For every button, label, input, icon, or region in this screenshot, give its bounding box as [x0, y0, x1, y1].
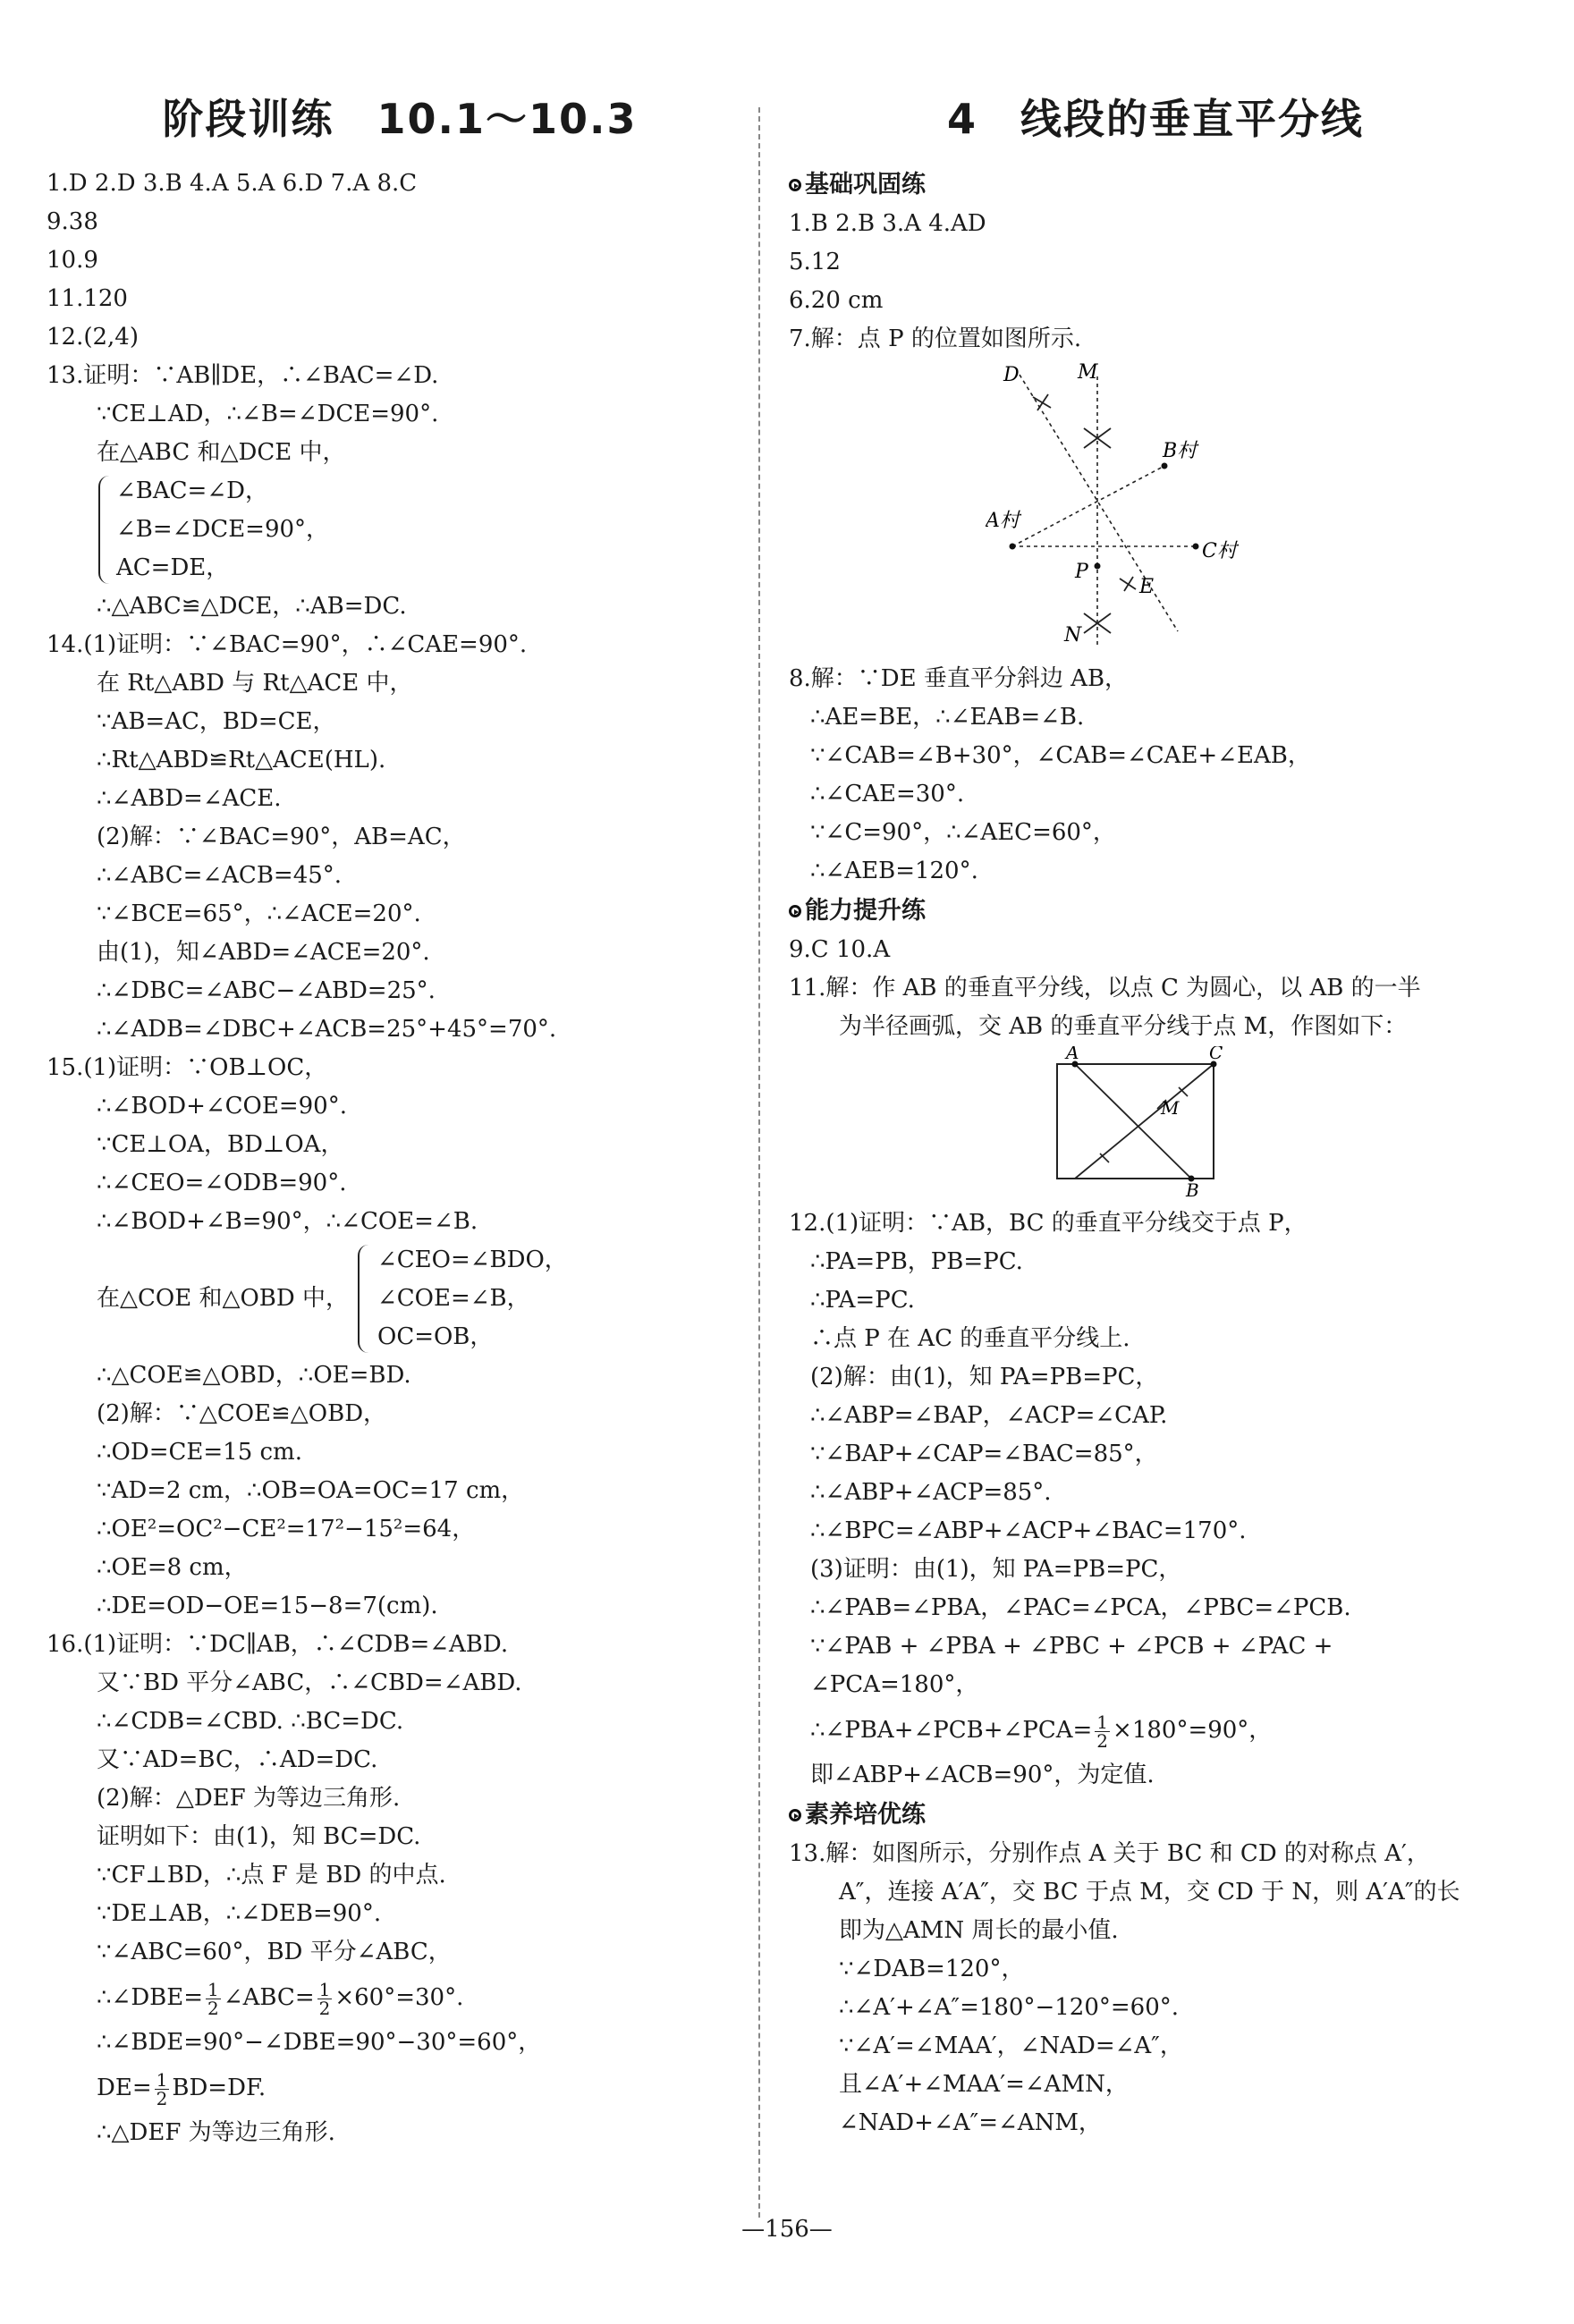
fraction [155, 2068, 170, 2109]
answer-line: ∠B=∠DCE=90°， [116, 516, 330, 543]
label-m: M [1078, 361, 1098, 384]
answer-text: DE= [97, 2075, 152, 2101]
brace-middle-row [47, 1280, 753, 1318]
answer-line: ∴PA=PB，PB=PC. [810, 1248, 1023, 1275]
brace-group [47, 1241, 753, 1356]
answer-line: ∴∠ADB=∠DBC+∠ACB=25°+45°=70°. [97, 1016, 557, 1043]
answer-text: ∠ABC= [223, 1984, 315, 2011]
answer-line: ∴△COE≌△OBD，∴OE=BD. [97, 1362, 411, 1389]
column-divider [758, 107, 760, 2218]
answer-line: ∴△DEF 为等边三角形. [97, 2119, 335, 2146]
line-de [1020, 375, 1178, 631]
figure-rectangle [1048, 1046, 1522, 1204]
section-heading-ability: 能力提升练 [789, 891, 1522, 931]
answer-line: ∴∠BPC=∠ABP+∠ACP+∠BAC=170°. [810, 1517, 1247, 1544]
fraction-denominator: 2 [1096, 1729, 1109, 1752]
answer-line: 在△ABC 和△DCE 中， [97, 439, 346, 466]
answer-line: 12.(2,4) [47, 324, 139, 351]
fraction-numerator: 1 [156, 2068, 168, 2091]
section-heading-basic: 基础巩固练 [789, 165, 1522, 205]
answer-line: 5.12 [789, 249, 841, 275]
answer-line: ∴∠CEO=∠ODB=90°. [97, 1170, 347, 1196]
answer-line: ∠CEO=∠BDO， [377, 1247, 568, 1273]
fraction-denominator: 2 [207, 1997, 219, 2019]
answer-line: ∴点 P 在 AC 的垂直平分线上. [810, 1325, 1130, 1352]
label-m: M [1161, 1097, 1180, 1119]
answer-line: ∴∠CAE=30°. [810, 781, 965, 807]
answer-line: ∴AE=BE，∴∠EAB=∠B. [810, 704, 1085, 731]
answer-line: 即为△AMN 周长的最小值. [839, 1917, 1119, 1944]
section-heading-literacy: 素养培优练 [789, 1795, 1522, 1835]
answer-line: ∵CF⊥BD，∴点 F 是 BD 的中点. [97, 1862, 446, 1889]
fraction [1095, 1713, 1110, 1750]
segment-ab [1075, 1064, 1191, 1179]
answer-line: ∴∠CDB=∠CBD. ∴BC=DC. [97, 1708, 404, 1735]
point-c [1193, 544, 1199, 550]
answer-line: 9.38 [47, 208, 98, 235]
answer-line: 11.解：作 AB 的垂直平分线，以点 C 为圆心，以 AB 的一半 [789, 975, 1421, 1001]
answer-line: ∵∠BAP+∠CAP=∠BAC=85°， [810, 1441, 1158, 1467]
answer-line: ∵∠BCE=65°，∴∠ACE=20°. [97, 900, 421, 927]
brace-group [47, 472, 753, 587]
answer-line: ∠NAD+∠A″=∠ANM， [839, 2109, 1102, 2136]
answer-line: ∴∠ABP+∠ACP=85°. [810, 1479, 1052, 1506]
answer-line: 1.B 2.B 3.A 4.AD [789, 210, 986, 237]
answer-line: ∵∠CAB=∠B+30°，∠CAB=∠CAE+∠EAB， [810, 742, 1311, 769]
answer-line: 10.9 [47, 247, 98, 274]
answer-line: 由(1)，知∠ABD=∠ACE=20°. [97, 939, 430, 966]
answer-line: ∵∠C=90°，∴∠AEC=60°， [810, 819, 1116, 846]
figure-7-svg [986, 359, 1254, 654]
fraction-line [789, 1704, 1522, 1756]
answer-line: (3)证明：由(1)，知 PA=PB=PC， [810, 1556, 1182, 1583]
answer-line: ∵∠DAB=120°， [839, 1956, 1025, 1982]
figure-point-p [986, 359, 1522, 660]
brace [98, 476, 113, 584]
answer-line: 12.(1)证明：∵AB，BC 的垂直平分线交于点 P， [789, 1210, 1307, 1237]
answer-line: 在 Rt△ABD 与 Rt△ACE 中， [97, 670, 413, 697]
answer-line: ∴OE²=OC²−CE²=17²−15²=64， [97, 1516, 476, 1542]
answer-line: ∵AD=2 cm，∴OB=OA=OC=17 cm， [97, 1477, 525, 1504]
left-column [47, 95, 753, 2152]
answer-line: ∵∠PAB + ∠PBA + ∠PBC + ∠PCB + ∠PAC + [810, 1633, 1333, 1660]
answer-line: ∴△ABC≌△DCE，∴AB=DC. [97, 593, 407, 620]
answer-line: OC=OB， [377, 1323, 494, 1350]
right-title: 4 线段的垂直平分线 [946, 95, 1364, 143]
answer-line: 15.(1)证明：∵OB⊥OC， [47, 1054, 328, 1081]
answer-line: ∠COE=∠B， [377, 1285, 530, 1312]
right-column [789, 95, 1522, 2142]
answer-line: ∵∠ABC=60°，BD 平分∠ABC， [97, 1939, 452, 1965]
point-a [1010, 544, 1016, 550]
figure-11-svg [1048, 1046, 1245, 1198]
label-e: E [1139, 576, 1155, 598]
answer-line: A″，连接 A′A″，交 BC 于点 M，交 CD 于 N，则 A′A″的长 [839, 1879, 1460, 1906]
fraction-line [47, 2062, 753, 2114]
answer-line: ∴OD=CE=15 cm. [97, 1439, 302, 1466]
answer-line: ∴∠DBC=∠ABC−∠ABD=25°. [97, 977, 436, 1004]
answer-line: ∴∠ABP=∠BAP，∠ACP=∠CAP. [810, 1402, 1168, 1429]
answer-line: 9.C 10.A [789, 936, 891, 963]
answer-line: 在△COE 和△OBD 中， [97, 1285, 349, 1312]
fraction-numerator: 1 [207, 1978, 219, 2000]
play-marker-icon [789, 1809, 801, 1821]
answer-line: ∴∠BOD+∠B=90°，∴∠COE=∠B. [97, 1208, 478, 1235]
label-c: C村 [1202, 540, 1237, 562]
label-a: A村 [986, 510, 1020, 532]
answer-line: ∴∠AEB=120°. [810, 858, 978, 884]
fraction-numerator: 1 [1096, 1711, 1109, 1733]
answer-text: ∴∠DBE= [97, 1984, 204, 2011]
perp-bisector [1075, 1064, 1214, 1179]
answer-line: AC=DE， [116, 554, 230, 581]
label-d: D [1003, 364, 1020, 386]
answer-line: 8.解：∵DE 垂直平分斜边 AB， [789, 665, 1129, 692]
rectangle [1057, 1064, 1214, 1179]
answer-line: 13.证明：∵AB∥DE，∴∠BAC=∠D. [47, 362, 439, 389]
answer-line: 1.D 2.D 3.B 4.A 5.A 6.D 7.A 8.C [47, 170, 418, 197]
fraction-numerator: 1 [318, 1978, 331, 2000]
answer-line: ∵DE⊥AB，∴∠DEB=90°. [97, 1900, 382, 1927]
fraction [317, 1978, 333, 2019]
answer-line: 为半径画弧，交 AB 的垂直平分线于点 M，作图如下： [839, 1013, 1408, 1040]
answer-line: 13.解：如图所示，分别作点 A 关于 BC 和 CD 的对称点 A′， [789, 1840, 1430, 1867]
label-p: P [1075, 561, 1088, 583]
answer-line: ∠BAC=∠D， [116, 477, 268, 504]
answer-line: 6.20 cm [789, 287, 884, 314]
answer-text: ∴∠PBA+∠PCB+∠PCA= [810, 1717, 1093, 1744]
answer-text: BD=DF. [172, 2075, 267, 2101]
answer-line: 16.(1)证明：∵DC∥AB，∴∠CDB=∠ABD. [47, 1631, 509, 1658]
page-number: —156— [741, 2216, 833, 2243]
answer-line: 11.120 [47, 285, 128, 312]
left-title: 阶段训练 10.1～10.3 [162, 95, 638, 143]
answer-line: ∴∠PAB=∠PBA，∠PAC=∠PCA，∠PBC=∠PCB. [810, 1594, 1351, 1621]
answer-line: 即∠ABP+∠ACB=90°，为定值. [810, 1762, 1155, 1788]
play-marker-icon [789, 179, 801, 191]
label-n: N [1064, 624, 1082, 646]
answer-line: 7.解：点 P 的位置如图所示. [789, 325, 1082, 352]
answer-line: (2)解：∵∠BAC=90°，AB=AC， [97, 824, 466, 850]
answer-line: ∴∠ABD=∠ACE. [97, 785, 282, 812]
fraction [206, 1978, 221, 2019]
line-ab [1012, 466, 1164, 546]
label-a: A [1066, 1046, 1079, 1063]
answer-line: 14.(1)证明：∵∠BAC=90°，∴∠CAE=90°. [47, 631, 528, 658]
play-marker-icon [789, 905, 801, 917]
answer-line: ∴∠ABC=∠ACB=45°. [97, 862, 343, 889]
answer-line: 又∵BD 平分∠ABC，∴∠CBD=∠ABD. [97, 1669, 522, 1696]
fraction-denominator: 2 [318, 1997, 331, 2019]
point-b [1162, 463, 1168, 469]
answer-line: (2)解：∵△COE≌△OBD， [97, 1400, 387, 1427]
answer-line: 且∠A′+∠MAA′=∠AMN， [839, 2071, 1129, 2098]
answer-line: ∠PCA=180°， [810, 1671, 979, 1698]
label-b: B [1186, 1179, 1199, 1198]
answer-line: ∴OE=8 cm， [97, 1554, 248, 1581]
answer-line: ∴∠BOD+∠COE=90°. [97, 1093, 347, 1120]
answer-line: ∴Rt△ABD≌Rt△ACE(HL). [97, 747, 386, 773]
answer-line: 证明如下：由(1)，知 BC=DC. [97, 1823, 421, 1850]
answer-text: ×60°=30°. [334, 1984, 464, 2011]
answer-line: 又∵AD=BC，∴AD=DC. [97, 1746, 378, 1773]
answer-line: (2)解：△DEF 为等边三角形. [97, 1785, 401, 1812]
answer-line: ∴∠A′+∠A″=180°−120°=60°. [839, 1994, 1180, 2021]
answer-line: ∴∠BDE=90°−∠DBE=90°−30°=60°， [97, 2029, 542, 2056]
answer-line: ∵AB=AC，BD=CE， [97, 708, 336, 735]
answer-line: (2)解：由(1)，知 PA=PB=PC， [810, 1364, 1159, 1390]
label-c: C [1209, 1046, 1223, 1063]
answer-line: ∴PA=PC. [810, 1287, 915, 1314]
point-p [1095, 563, 1101, 570]
fraction-line [47, 1972, 753, 2024]
answer-line: ∵CE⊥AD，∴∠B=∠DCE=90°. [97, 401, 439, 427]
answer-text: ×180°=90°， [1113, 1717, 1273, 1744]
answer-line: ∵∠A′=∠MAA′，∠NAD=∠A″， [839, 2032, 1183, 2059]
fraction-denominator: 2 [156, 2087, 168, 2109]
answer-line: ∵CE⊥OA，BD⊥OA， [97, 1131, 344, 1158]
label-b: B村 [1163, 440, 1197, 462]
answer-line: ∴DE=OD−OE=15−8=7(cm). [97, 1593, 438, 1619]
